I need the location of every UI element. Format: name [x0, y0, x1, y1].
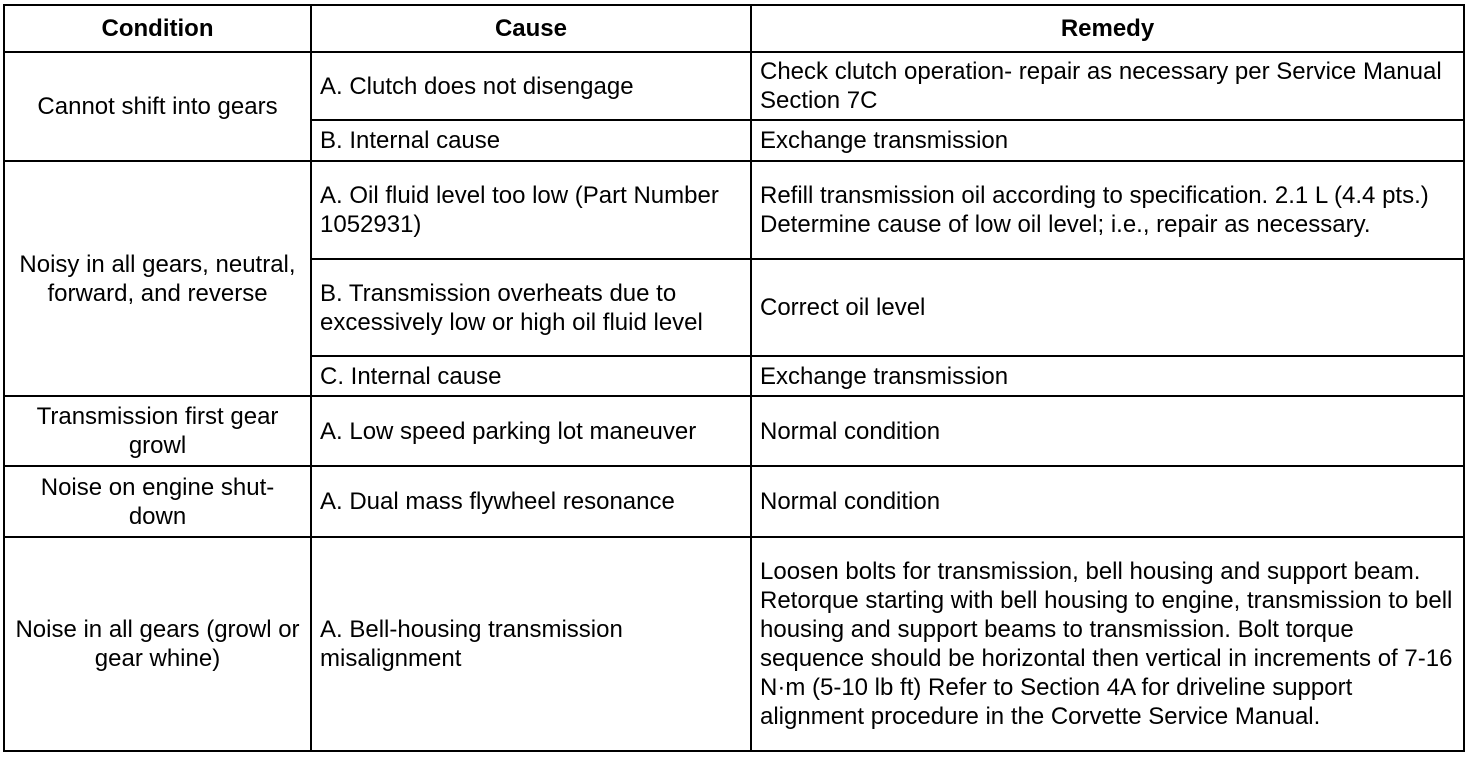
- condition-cell: Cannot shift into gears: [4, 52, 311, 161]
- cause-cell: B. Transmission overheats due to excessively low or high oil fluid level: [311, 259, 751, 356]
- table-row: [4, 52, 1464, 120]
- table-row: [4, 396, 1464, 466]
- header-row: [4, 5, 1464, 52]
- remedy-cell: Check clutch operation- repair as necessary per Service Manual Section 7C: [751, 52, 1464, 120]
- diagnosis-table: [3, 4, 1465, 752]
- cause-cell: A. Clutch does not disengage: [311, 52, 751, 120]
- condition-cell: Transmission first gear growl: [4, 396, 311, 466]
- header-remedy: Remedy: [751, 5, 1464, 52]
- remedy-cell: Correct oil level: [751, 259, 1464, 356]
- table-row: [4, 161, 1464, 259]
- cause-cell: A. Low speed parking lot maneuver: [311, 396, 751, 466]
- header-condition: Condition: [4, 5, 311, 52]
- cause-cell: C. Internal cause: [311, 356, 751, 396]
- remedy-cell: Exchange transmission: [751, 120, 1464, 161]
- header-cause: Cause: [311, 5, 751, 52]
- cause-cell: A. Dual mass flywheel resonance: [311, 466, 751, 537]
- condition-cell: Noise in all gears (growl or gear whine): [4, 537, 311, 751]
- remedy-cell: Refill transmission oil according to specification. 2.1 L (4.4 pts.) Determine cause of low oil level; i.e., repair as necessary.: [751, 161, 1464, 259]
- cause-cell: A. Bell-housing transmission misalignment: [311, 537, 751, 751]
- remedy-cell: Exchange transmission: [751, 356, 1464, 396]
- cause-cell: A. Oil fluid level too low (Part Number 1052931): [311, 161, 751, 259]
- cause-cell: B. Internal cause: [311, 120, 751, 161]
- condition-cell: Noise on engine shut-down: [4, 466, 311, 537]
- remedy-cell: Normal condition: [751, 396, 1464, 466]
- remedy-cell: Loosen bolts for transmission, bell housing and support beam. Retorque starting with bell housing to engine, transmission to bell housing and support beams to transmission. Bolt torque sequence should be horizontal then vertical in increments of 7-16 N·m (5-10 lb ft) Refer to Section 4A for driveline support alignment procedure in the Corvette Service Manual.: [751, 537, 1464, 751]
- remedy-cell: Normal condition: [751, 466, 1464, 537]
- table-row: [4, 466, 1464, 537]
- table-row: [4, 537, 1464, 751]
- condition-cell: Noisy in all gears, neutral, forward, and reverse: [4, 161, 311, 396]
